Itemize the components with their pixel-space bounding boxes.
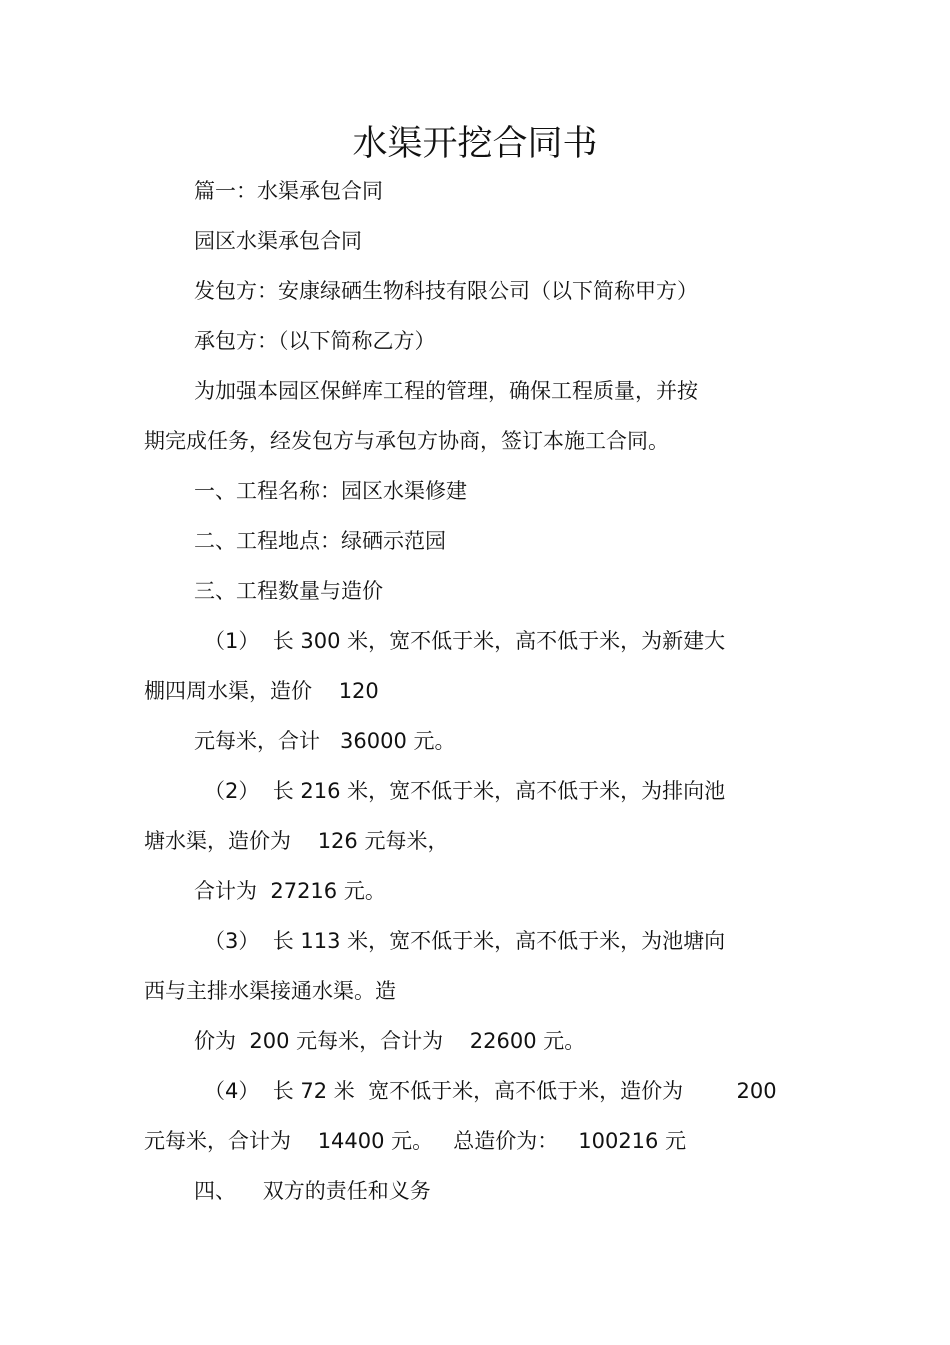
section-heading: 篇一：水渠承包合同 bbox=[194, 179, 383, 203]
item-3-line-1: （3） 长 113 米，宽不低于米，高不低于米，为池塘向 bbox=[204, 929, 726, 953]
item-1-line-1: （1） 长 300 米，宽不低于米，高不低于米，为新建大 bbox=[204, 629, 726, 653]
item-3-line-3: 价为 200 元每米，合计为 22600 元。 bbox=[194, 1029, 586, 1053]
party-a: 发包方：安康绿硒生物科技有限公司（以下简称甲方） bbox=[194, 279, 698, 303]
item-4-line-1: （4） 长 72 米 宽不低于米，高不低于米，造价为 200 bbox=[204, 1079, 777, 1103]
quantity-heading: 三、工程数量与造价 bbox=[194, 579, 383, 603]
item-1-line-3: 元每米，合计 36000 元。 bbox=[194, 729, 456, 753]
contract-name: 园区水渠承包合同 bbox=[194, 229, 362, 253]
item-2-line-1: （2） 长 216 米，宽不低于米，高不低于米，为排向池 bbox=[204, 779, 726, 803]
responsibilities-heading: 四、 双方的责任和义务 bbox=[194, 1179, 431, 1203]
preamble-line-2: 期完成任务，经发包方与承包方协商，签订本施工合同。 bbox=[144, 429, 669, 453]
project-location: 二、工程地点：绿硒示范园 bbox=[194, 529, 446, 553]
preamble-line-1: 为加强本园区保鲜库工程的管理，确保工程质量，并按 bbox=[194, 379, 698, 403]
item-3-line-2: 西与主排水渠接通水渠。造 bbox=[144, 979, 396, 1003]
document-title: 水渠开挖合同书 bbox=[352, 124, 598, 164]
item-2-line-2: 塘水渠，造价为 126 元每米， bbox=[144, 829, 449, 853]
item-1-line-2: 棚四周水渠，造价 120 bbox=[144, 679, 379, 703]
item-2-line-3: 合计为 27216 元。 bbox=[194, 879, 386, 903]
party-b: 承包方：（以下简称乙方） bbox=[194, 329, 436, 353]
item-4-line-2: 元每米，合计为 14400 元。 总造价为： 100216 元 bbox=[144, 1129, 687, 1153]
project-name: 一、工程名称：园区水渠修建 bbox=[194, 479, 467, 503]
